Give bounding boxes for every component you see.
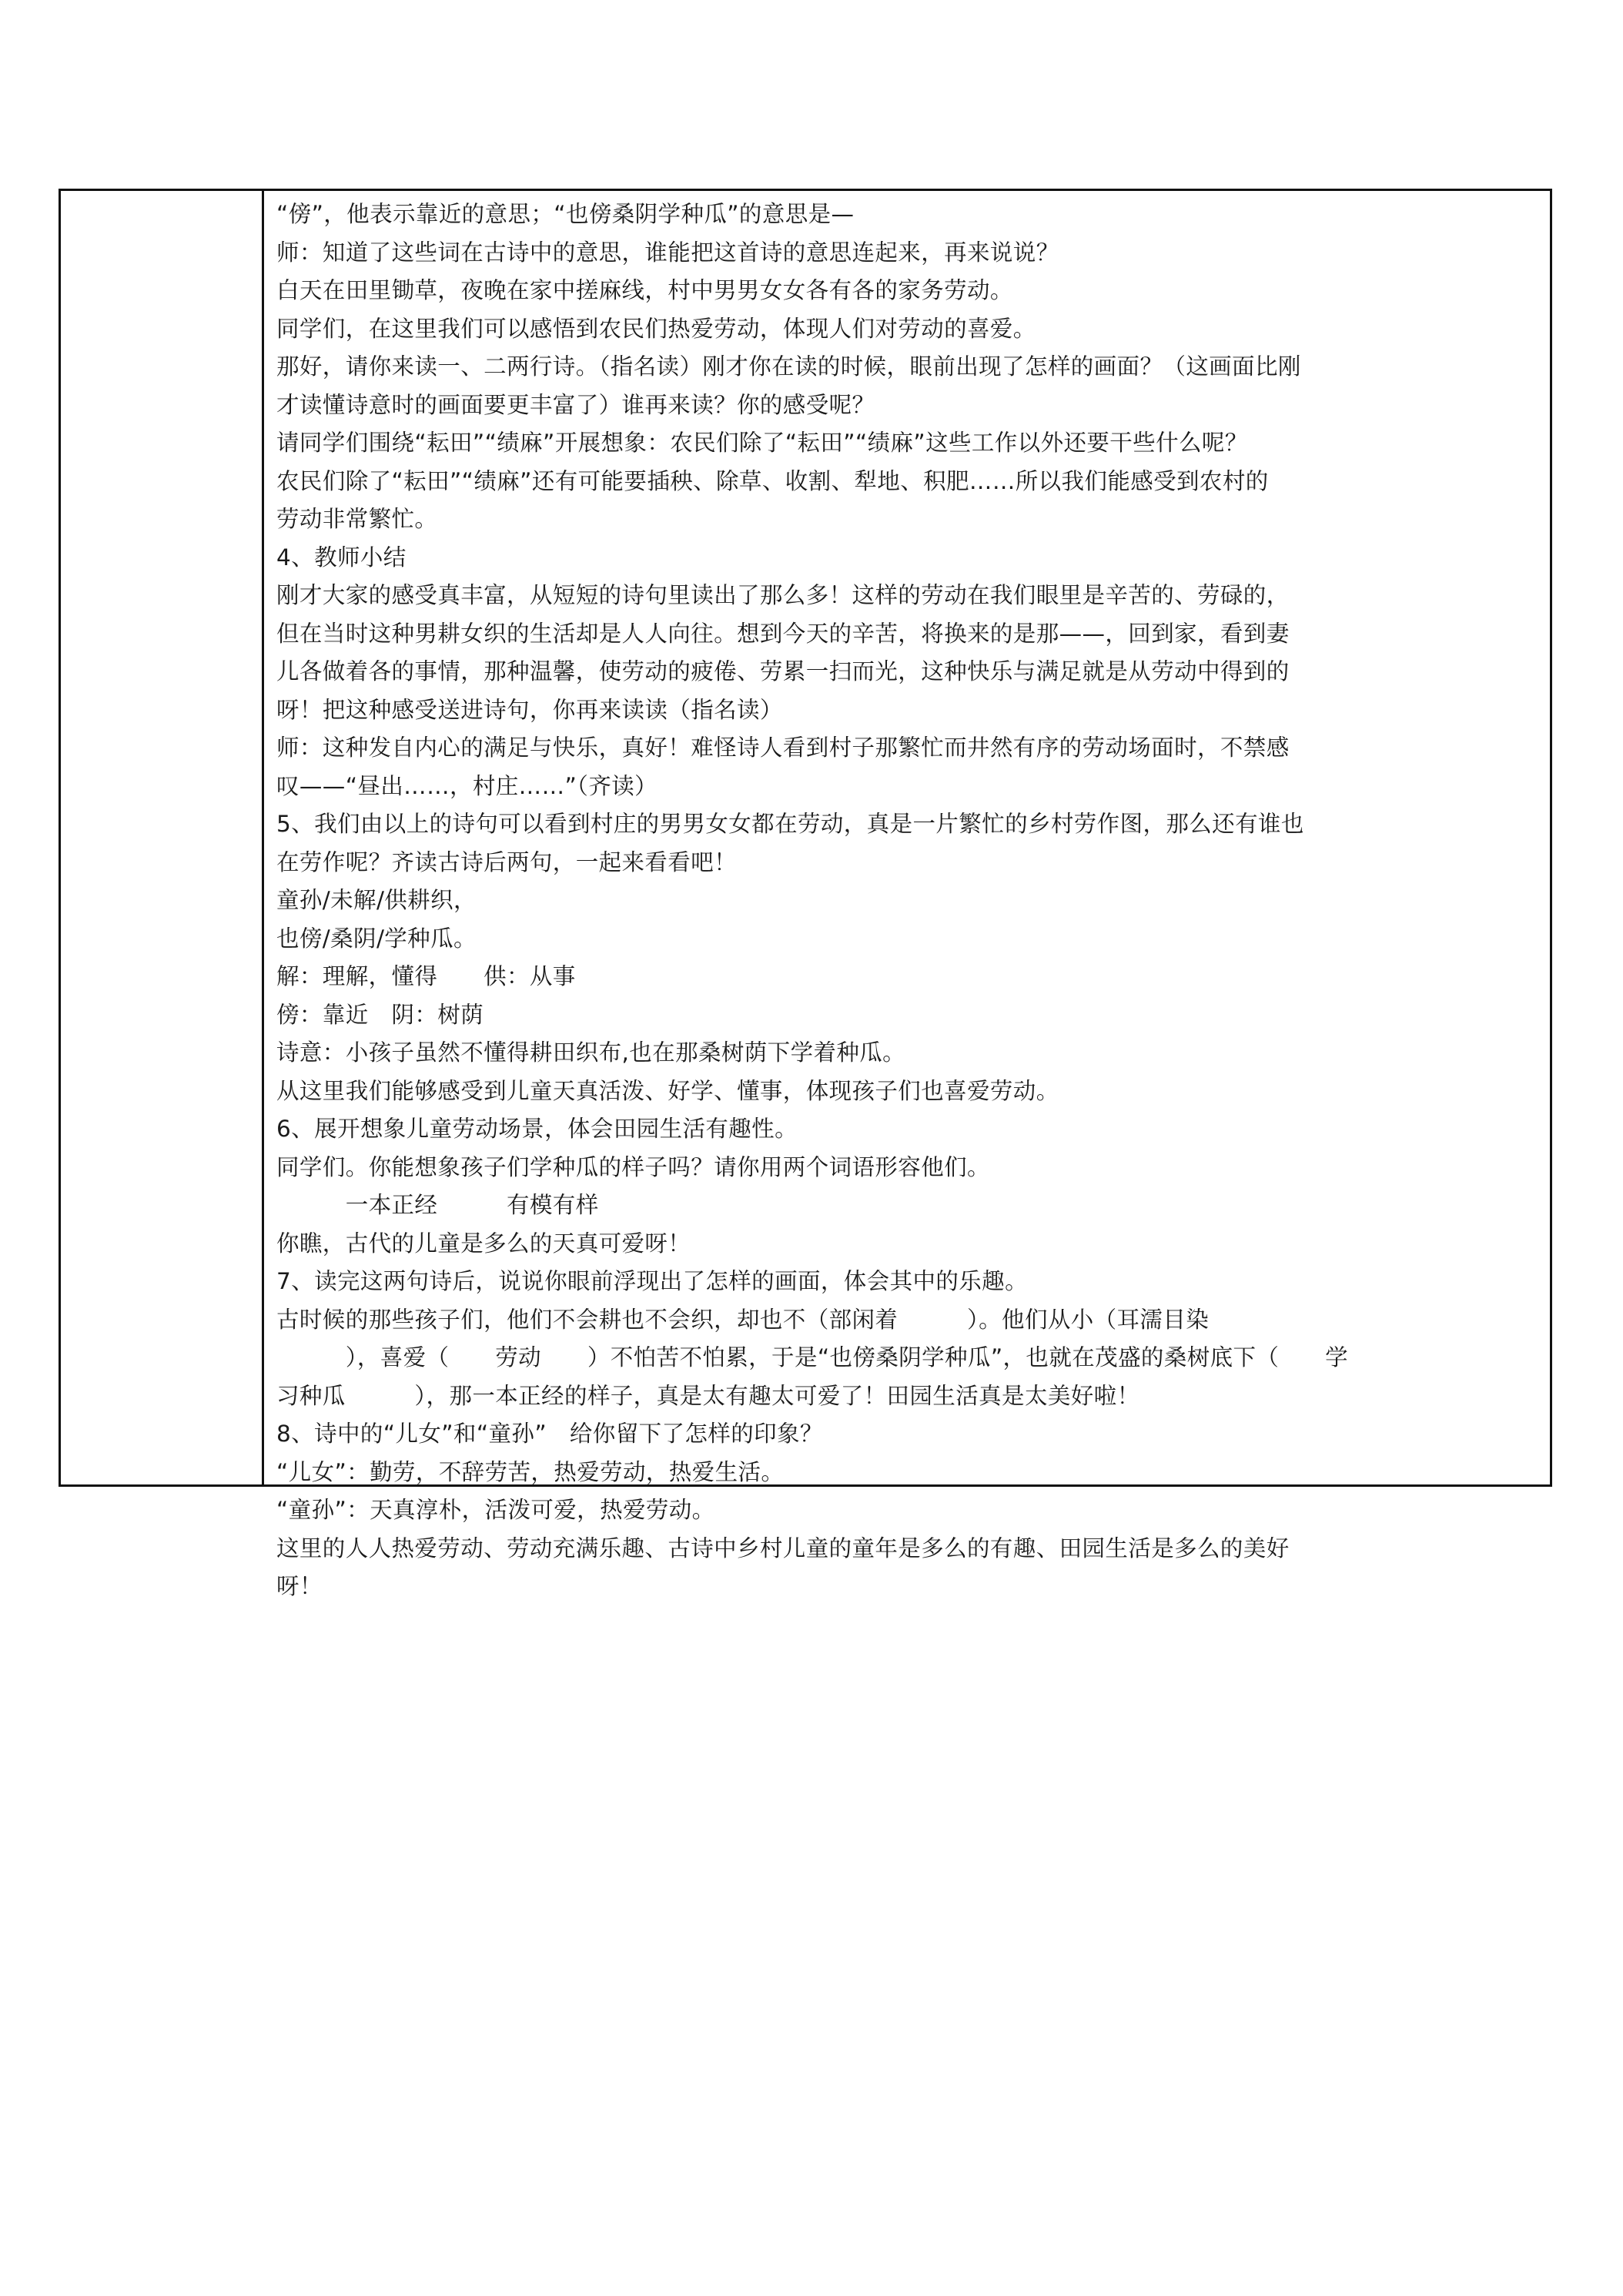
text-line: 那好，请你来读一、二两行诗。（指名读）刚才你在读的时候，眼前出现了怎样的画面？（这画面比刚 [276, 353, 1301, 380]
text-line: 这里的人人热爱劳动、劳动充满乐趣、古诗中乡村儿童的童年是多么的有趣、田园生活是多么的美好 [276, 1535, 1290, 1561]
text-line: 师：这种发自内心的满足与快乐，真好！难怪诗人看到村子那繁忙而井然有序的劳动场面时，不禁感 [276, 735, 1290, 761]
text-line: 从这里我们能够感受到儿童天真活泼、好学、懂事，体现孩子们也喜爱劳动。 [276, 1077, 1059, 1104]
text-line: 同学们，在这里我们可以感悟到农民们热爱劳动，体现人们对劳动的喜爱。 [276, 315, 1036, 342]
text-line: 白天在田里锄草，夜晚在家中搓麻线，村中男男女女各有各的家务劳动。 [276, 277, 1013, 303]
text-line: 诗意：小孩子虽然不懂得耕田织布,也在那桑树荫下学着种瓜。 [276, 1039, 906, 1066]
text-line: 呀！ [276, 1573, 323, 1599]
section-heading: 5、我们由以上的诗句可以看到村庄的男男女女都在劳动，真是一片繁忙的乡村劳作图，那么还有谁也 [276, 811, 1304, 837]
text-line: “傍”，他表示靠近的意思；“也傍桑阴学种瓜”的意思是— [276, 201, 855, 227]
text-line: 刚才大家的感受真丰富，从短短的诗句里读出了那么多！这样的劳动在我们眼里是辛苦的、劳碌的， [276, 582, 1290, 608]
poem-line: 童孙/未解/供耕织， [276, 887, 477, 913]
section-heading: 7、读完这两句诗后，说说你眼前浮现出了怎样的画面，体会其中的乐趣。 [276, 1268, 1028, 1294]
section-heading: 4、教师小结 [276, 544, 407, 571]
text-line: 一本正经 有模有样 [276, 1192, 599, 1218]
lesson-table [59, 189, 1552, 1599]
text-line: 叹——“昼出……，村庄……”（齐读） [276, 772, 658, 799]
text-line: 儿各做着各的事情，那种温馨，使劳动的疲倦、劳累一扫而光，这种快乐与满足就是从劳动中得到的 [276, 658, 1290, 684]
text-line: 解：理解，懂得 供：从事 [276, 963, 576, 989]
text-line: “童孙”：天真淳朴，活泼可爱，热爱劳动。 [276, 1497, 715, 1523]
text-line: 劳动非常繁忙。 [276, 506, 438, 532]
text-line: 傍：靠近 阴：树荫 [276, 1001, 484, 1028]
text-line: ），喜爱（ 劳动 ）不怕苦不怕累，于是“也傍桑阴学种瓜”，也就在茂盛的桑树底下（ 学 [276, 1344, 1349, 1371]
left-column-cell [61, 191, 264, 1484]
text-line: 呀！把这种感受送进诗句，你再来读读（指名读） [276, 696, 783, 723]
text-line: 同学们。你能想象孩子们学种瓜的样子吗？请你用两个词语形容他们。 [276, 1153, 990, 1180]
text-line: 习种瓜 ），那一本正经的样子，真是太有趣太可爱了！田园生活真是太美好啦！ [276, 1382, 1140, 1409]
text-line: 古时候的那些孩子们，他们不会耕也不会织，却也不（部闲着 ）。他们从小（耳濡目染 [276, 1306, 1210, 1333]
section-heading: 6、展开想象儿童劳动场景，体会田园生活有趣性。 [276, 1116, 798, 1142]
poem-line: 也傍/桑阴/学种瓜。 [276, 925, 477, 952]
text-line: 请同学们围绕“耘田”“绩麻”开展想象：农民们除了“耘田”“绩麻”这些工作以外还要干些什么呢？ [276, 430, 1248, 456]
text-line: “儿女”：勤劳，不辞劳苦，热爱劳动，热爱生活。 [276, 1458, 785, 1485]
text-line: 师：知道了这些词在古诗中的意思，谁能把这首诗的意思连起来，再来说说？ [276, 239, 1059, 266]
lesson-content-cell [276, 196, 1543, 1606]
text-line: 农民们除了“耘田”“绩麻”还有可能要插秧、除草、收割、犁地、积肥……所以我们能感受到农村的 [276, 467, 1269, 494]
text-line: 但在当时这种男耕女织的生活却是人人向往。想到今天的辛苦，将换来的是那——，回到家，看到妻 [276, 620, 1290, 647]
text-line: 在劳作呢？齐读古诗后两句，一起来看看吧！ [276, 848, 738, 875]
text-line: 你瞧，古代的儿童是多么的天真可爱呀！ [276, 1230, 691, 1257]
section-heading: 8、诗中的“儿女”和“童孙” 给你留下了怎样的印象？ [276, 1421, 823, 1447]
text-line: 才读懂诗意时的画面要更丰富了）谁再来读？你的感受呢？ [276, 391, 875, 418]
